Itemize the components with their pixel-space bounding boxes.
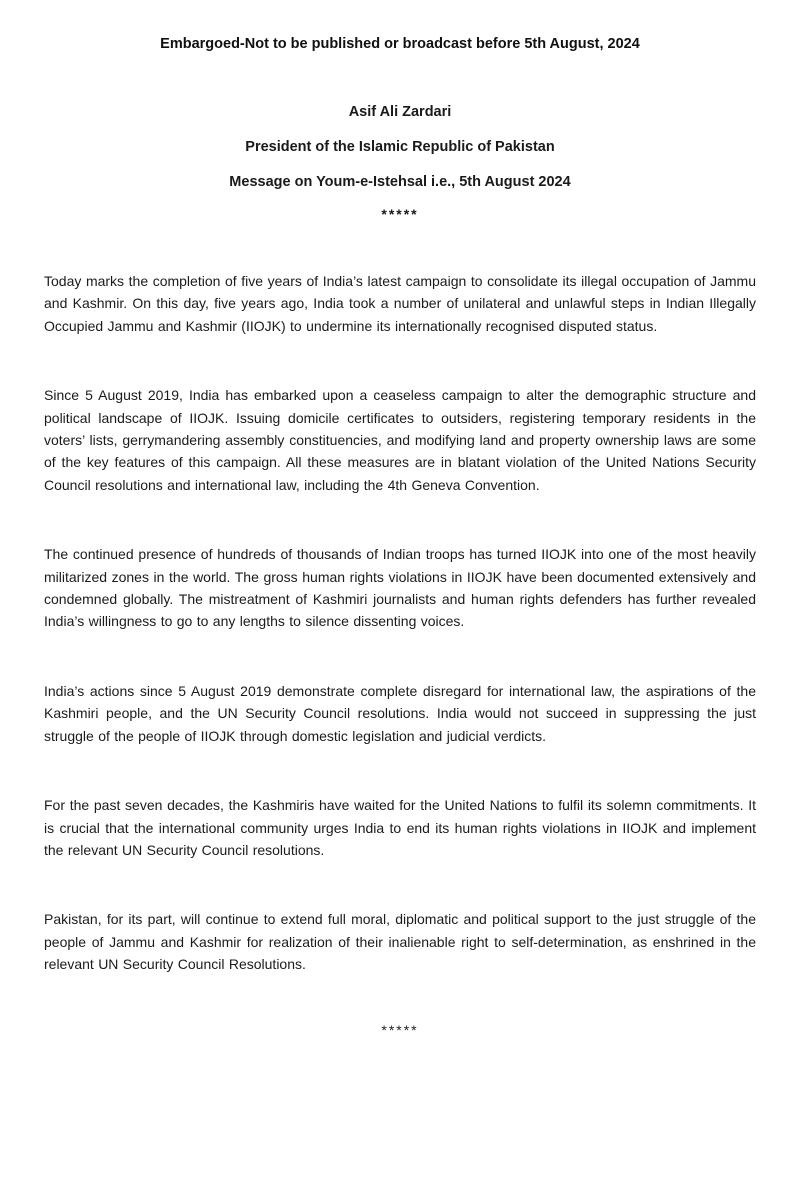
- author-name: Asif Ali Zardari: [348, 104, 452, 120]
- separator-top: *****: [381, 206, 419, 222]
- paragraph-un-commitments: For the past seven decades, the Kashmiris have waited for the United Nations to fulfil its solemn commitments. It is crucial that the international community urges India to end its human rights violations in IIOJK and implement the relevant UN Security Council resolutions.: [44, 797, 756, 858]
- title-block: [44, 103, 756, 222]
- message-body: [44, 270, 756, 976]
- paragraph-disregard-international-law: India’s actions since 5 August 2019 demonstrate complete disregard for international law, the aspirations of the Kashmiri people, and the UN Security Council resolutions. India would not succeed in suppressing the just struggle of the people of IIOJK through domestic legislation and judicial verdicts.: [44, 682, 756, 744]
- author-title: President of the Islamic Republic of Pakistan: [245, 139, 555, 155]
- message-title: Message on Youm-e-Istehsal i.e., 5th August 2024: [229, 174, 571, 190]
- separator-bottom: *****: [381, 1021, 419, 1038]
- embargo-notice: Embargoed-Not to be published or broadcast before 5th August, 2024: [160, 36, 640, 52]
- paragraph-pakistan-support: Pakistan, for its part, will continue to extend full moral, diplomatic and political support to the just struggle of the people of Jammu and Kashmir for realization of their inalienable right to self-determination, as enshrined in the relevant UN Security Council Resolutions.: [44, 911, 756, 973]
- paragraph-demographic-changes: Since 5 August 2019, India has embarked upon a ceaseless campaign to alter the demographic structure and political landscape of IIOJK. Issuing domicile certificates to outsiders, registering temporary residents in the voters’ lists, gerrymandering assembly constituencies, and modifying land and property ownership laws are some of the key features of this campaign. All these measures are in blatant violation of the United Nations Security Council resolutions and international law, including the 4th Geneva Convention.: [44, 387, 756, 493]
- paragraph-militarization: The continued presence of hundreds of thousands of Indian troops has turned IIOJK into one of the most heavily militarized zones in the world. The gross human rights violations in IIOJK have been documented extensively and condemned globally. The mistreatment of Kashmiri journalists and human rights defenders has further revealed India’s willingness to go to any lengths to silence dissenting voices.: [44, 546, 756, 630]
- paragraph-occupation-anniversary: Today marks the completion of five years of India’s latest campaign to consolidate its illegal occupation of Jammu and Kashmir. On this day, five years ago, India took a number of unilateral and unlawful steps in Indian Illegally Occupied Jammu and Kashmir (IIOJK) to undermine its internationally recognised disputed status.: [44, 273, 756, 334]
